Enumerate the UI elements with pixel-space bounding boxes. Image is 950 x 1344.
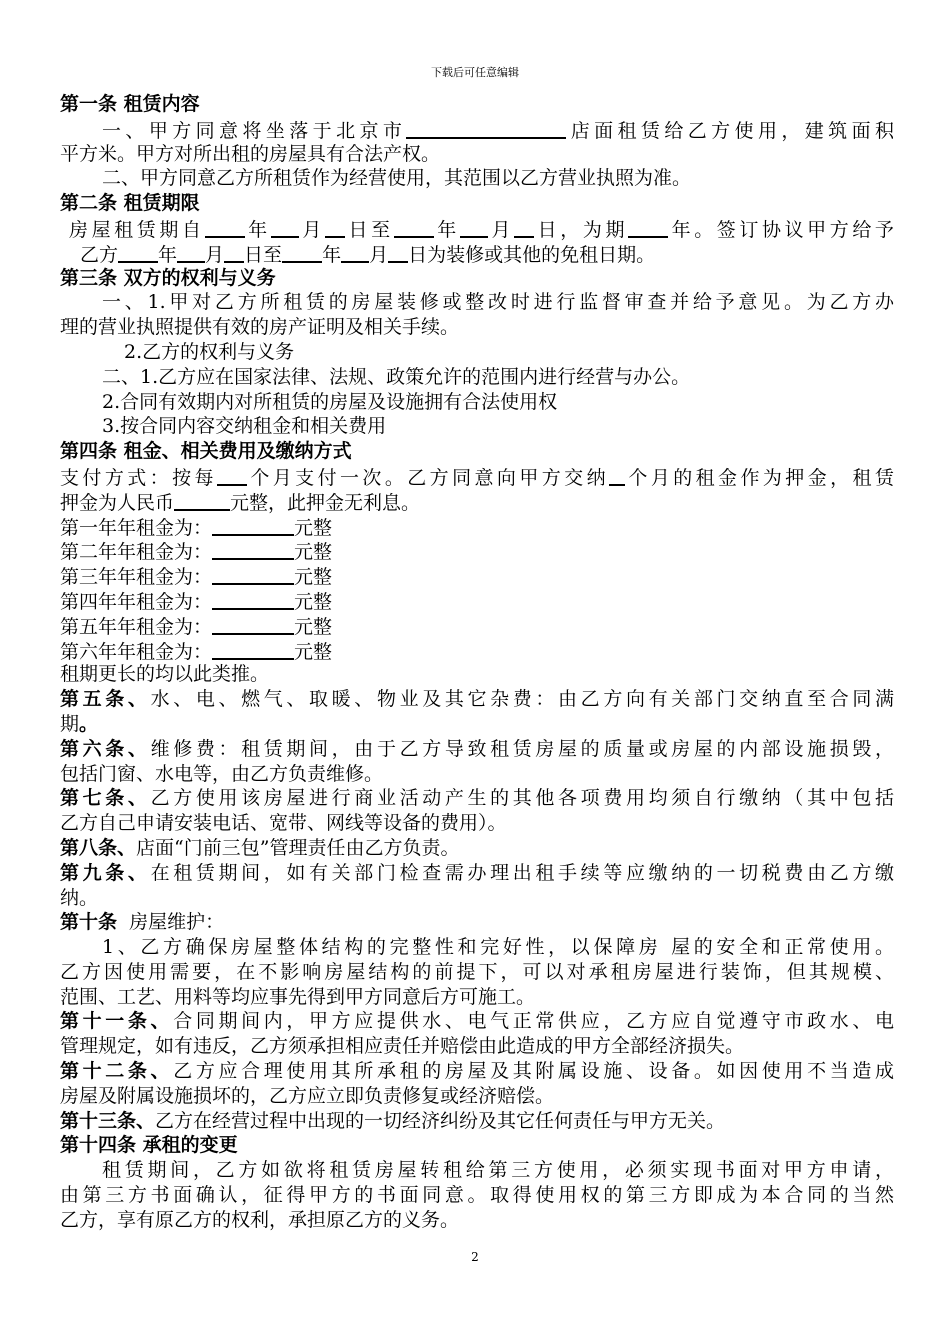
article-13-line-1: 第十三条、乙方在经营过程中出现的一切经济纠纷及其它任何责任与甲方无关。 [60, 1109, 726, 1132]
start-day-blank[interactable] [325, 216, 345, 238]
article-14-line-1: 租赁期间，乙方如欲将租赁房屋转租给第三方使用，必须实现书面对甲方申请， [102, 1159, 894, 1182]
address-blank[interactable] [406, 117, 566, 139]
page-number: 2 [471, 1250, 479, 1264]
article-3-line-6: 3.按合同内容交纳租金和相关费用 [102, 415, 387, 438]
article-10-title: 第十条 房屋维护： [60, 911, 225, 934]
article-6-line-2: 包括门窗、水电等，由乙方负责维修。 [60, 762, 384, 785]
rent-year-6: 第六年年租金为： 元整 [60, 638, 894, 663]
payment-line-1: 支付方式：按每 个月支付一次。乙方同意向甲方交纳 个月的租金作为押金，租赁 [60, 464, 894, 489]
article-1-paragraph-2: 二、甲方同意乙方所租赁作为经营使用，其范围以乙方营业执照为准。 [102, 167, 692, 190]
article-3-line-2: 理的营业执照提供有效的房产证明及相关手续。 [60, 316, 460, 339]
end-day-blank[interactable] [514, 216, 534, 238]
page-header-note: 下载后可任意编辑 [431, 66, 519, 79]
article-9-line-1: 第九条、在租赁期间，如有关部门检查需办理出租手续等应缴纳的一切税费由乙方缴 [60, 861, 894, 884]
article-3-line-3: 2.乙方的权利与义务 [124, 340, 295, 363]
free-start-year-blank[interactable] [118, 241, 158, 263]
rent-year-2: 第二年年租金为： 元整 [60, 538, 894, 563]
article-1-paragraph-1: 一、甲方同意将坐落于北京市 店面租赁给乙方使用，建筑面积 [60, 117, 894, 142]
free-end-year-blank[interactable] [282, 241, 322, 263]
rent-year-5: 第五年年租金为： 元整 [60, 613, 894, 638]
article-10-line-3: 范围、工艺、用料等均应事先得到甲方同意后方可施工。 [60, 985, 536, 1008]
article-1-title: 第一条 租赁内容 [60, 93, 200, 115]
free-end-day-blank[interactable] [388, 241, 408, 263]
rent-amount-blank[interactable] [212, 514, 294, 536]
rent-amount-blank[interactable] [212, 563, 294, 585]
article-6-line-1: 第六条、维修费：租赁期间，由于乙方导致租赁房屋的质量或房屋的内部设施损毁， [60, 737, 894, 760]
start-year-blank[interactable] [205, 216, 245, 238]
article-2-line-2: 乙方 年 月 日至 年 月 日为装修或其他的免租日期。 [60, 241, 894, 266]
free-start-day-blank[interactable] [224, 241, 244, 263]
deposit-amount-blank[interactable] [174, 489, 230, 511]
article-3-line-5: 2.合同有效期内对所租赁的房屋及设施拥有合法使用权 [102, 390, 558, 413]
article-4-title: 第四条 租金、相关费用及缴纳方式 [60, 440, 352, 463]
term-years-blank[interactable] [628, 216, 668, 238]
start-month-blank[interactable] [271, 216, 299, 238]
article-12-line-2: 房屋及附属设施损坏的，乙方应立即负责修复或经济赔偿。 [60, 1084, 555, 1107]
article-7-line-2: 乙方自己申请安装电话、宽带、网线等设备的费用）。 [60, 812, 507, 835]
article-5-line-1: 第五条、水、电、燃气、取暖、物业及其它杂费：由乙方向有关部门交纳直至合同满 [60, 688, 894, 711]
deposit-months-blank[interactable] [609, 464, 625, 486]
rent-amount-blank[interactable] [212, 588, 294, 610]
article-3-title: 第三条 双方的权利与义务 [60, 266, 276, 289]
article-14-line-2: 由第三方书面确认，征得甲方的书面同意。取得使用权的第三方即成为本合同的当然 [60, 1184, 894, 1207]
rent-tail-note: 租期更长的均以此类推。 [60, 663, 270, 686]
rent-amount-blank[interactable] [212, 638, 294, 660]
article-14-title: 第十四条 承租的变更 [60, 1134, 238, 1157]
payment-line-2: 押金为人民币 元整，此押金无利息。 [60, 489, 894, 514]
rent-amount-blank[interactable] [212, 613, 294, 635]
article-10-line-2: 乙方因使用需要，在不影响房屋结构的前提下，可以对承租房屋进行装饰，但其规模、 [60, 960, 894, 983]
rent-year-3: 第三年年租金为： 元整 [60, 563, 894, 588]
end-month-blank[interactable] [460, 216, 488, 238]
article-5-line-2: 期。 [60, 712, 99, 735]
rent-year-1: 第一年年租金为： 元整 [60, 514, 894, 539]
free-end-month-blank[interactable] [341, 241, 369, 263]
article-7-line-1: 第七条、乙方使用该房屋进行商业活动产生的其他各项费用均须自行缴纳（其中包括 [60, 787, 894, 810]
article-14-line-3: 乙方，享有原乙方的权利，承担原乙方的义务。 [60, 1208, 460, 1231]
payment-months-blank[interactable] [217, 464, 247, 486]
article-3-line-4: 二、1.乙方应在国家法律、法规、政策允许的范围内进行经营与办公。 [102, 365, 691, 388]
rent-year-4: 第四年年租金为： 元整 [60, 588, 894, 613]
article-2-title: 第二条 租赁期限 [60, 192, 200, 215]
article-8-line-1: 第八条、店面“门前三包”管理责任由乙方负责。 [60, 836, 460, 859]
contract-page [60, 92, 894, 1233]
article-3-line-1: 一、1.甲对乙方所租赁的房屋装修或整改时进行监督审查并给予意见。为乙方办 [102, 291, 894, 314]
end-year-blank[interactable] [394, 216, 434, 238]
article-11-line-2: 管理规定，如有违反，乙方须承担相应责任并赔偿由此造成的甲方全部经济损失。 [60, 1035, 745, 1058]
rent-amount-blank[interactable] [212, 538, 294, 560]
article-10-line-1: 1、乙方确保房屋整体结构的完整性和完好性，以保障房 屋的安全和正常使用。 [102, 936, 894, 959]
article-9-line-2: 纳。 [60, 886, 99, 909]
free-start-month-blank[interactable] [177, 241, 205, 263]
article-1-paragraph-1-cont: 平方米。甲方对所出租的房屋具有合法产权。 [60, 142, 441, 165]
article-12-line-1: 第十二条、乙方应合理使用其所承租的房屋及其附属设施、设备。如因使用不当造成 [60, 1060, 894, 1083]
article-11-line-1: 第十一条、合同期间内，甲方应提供水、电气正常供应，乙方应自觉遵守市政水、电 [60, 1010, 894, 1033]
article-2-line-1: 房屋租赁期自 年 月 日至 年 月 日，为期 年。签订协议甲方给予 [60, 216, 894, 241]
